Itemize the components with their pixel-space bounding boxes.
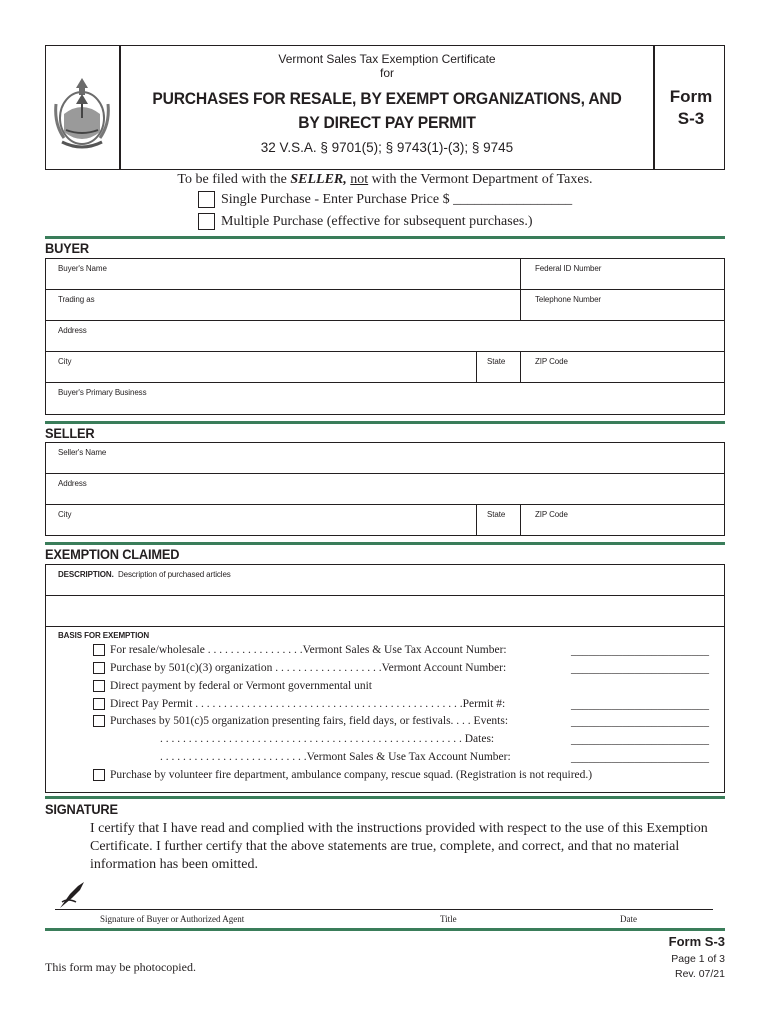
footer-rule	[45, 928, 725, 931]
basis-direct-pay[interactable]	[93, 698, 505, 710]
multiple-purchase-checkbox[interactable]	[198, 213, 215, 230]
resale-label: For resale/wholesale . . . . . . . . . . . . . . . . .Vermont Sales & Use Tax Account Number:	[110, 644, 507, 656]
page-number: Page 1 of 3	[671, 953, 725, 965]
description-bold-label: DESCRIPTION.	[58, 570, 114, 579]
buyer-zip-field[interactable]: ZIP Code	[535, 357, 568, 366]
revision-date: Rev. 07/21	[674, 968, 725, 980]
photocopy-note: This form may be photocopied.	[45, 960, 196, 974]
501c5-checkbox[interactable]	[93, 715, 105, 727]
date-label: Date	[620, 914, 637, 924]
signature-label: Signature of Buyer or Authorized Agent	[100, 914, 245, 924]
501c5-label: Purchases by 501(c)5 organization presenting fairs, field days, or festivals. . . . Events:	[110, 715, 509, 727]
single-purchase-option[interactable]	[198, 191, 572, 208]
buyer-city-field[interactable]: City	[58, 357, 72, 366]
form-number: S-3	[677, 109, 705, 128]
buyer-row-divider	[46, 320, 724, 321]
seller-section-title: SELLER	[45, 426, 95, 441]
501c3-account-blank[interactable]: ________________________	[571, 663, 709, 675]
header-title-block	[122, 52, 652, 157]
fire-dept-label: Purchase by volunteer fire department, ambulance company, rescue squad. (Registration is not required.)	[110, 769, 593, 781]
certificate-name: Vermont Sales Tax Exemption Certificate	[278, 52, 496, 66]
basis-resale[interactable]	[93, 644, 507, 656]
form-title-line2: BY DIRECT PAY PERMIT	[298, 113, 476, 132]
exemption-row-divider	[46, 595, 724, 596]
dates-line: . . . . . . . . . . . . . . . . . . . . . . . . . . . . . . . . . . . . . . . . . . . . . . . . . . . . . Dates:	[160, 733, 495, 745]
exemption-row-divider	[46, 626, 724, 627]
buyer-name-field[interactable]: Buyer's Name	[58, 264, 107, 273]
filing-not: not	[350, 172, 369, 187]
buyer-business-field[interactable]: Buyer's Primary Business	[58, 388, 147, 397]
multiple-purchase-label: Multiple Purchase (effective for subsequent purchases.)	[221, 213, 533, 229]
acct-line: . . . . . . . . . . . . . . . . . . . . . . . . . .Vermont Sales & Use Tax Account Number:	[160, 751, 511, 763]
buyer-col-divider	[476, 351, 477, 382]
seller-row-divider	[46, 504, 724, 505]
permit-number-blank[interactable]: ________________________	[571, 699, 709, 711]
buyer-row-divider	[46, 351, 724, 352]
basis-government[interactable]	[93, 680, 372, 692]
form-title	[143, 87, 631, 135]
footer-page-info	[671, 952, 725, 982]
buyer-trading-field[interactable]: Trading as	[58, 295, 95, 304]
seller-city-field[interactable]: City	[58, 510, 72, 519]
filing-suffix: with the Vermont Department of Taxes.	[368, 172, 593, 187]
header-divider-left	[119, 46, 121, 169]
seller-state-field[interactable]: State	[487, 510, 506, 519]
buyer-row-divider	[46, 382, 724, 383]
501c3-checkbox[interactable]	[93, 662, 105, 674]
certificate-for: for	[379, 66, 394, 80]
buyer-rule	[45, 236, 725, 239]
buyer-box	[45, 258, 725, 415]
form-header	[45, 45, 725, 170]
buyer-address-field[interactable]: Address	[58, 326, 87, 335]
signature-section-title: SIGNATURE	[45, 802, 118, 817]
buyer-col-divider	[520, 351, 521, 382]
resale-checkbox[interactable]	[93, 644, 105, 656]
resale-account-blank[interactable]: ________________________	[571, 645, 709, 657]
seller-zip-field[interactable]: ZIP Code	[535, 510, 568, 519]
form-id-block	[656, 86, 726, 130]
single-purchase-checkbox[interactable]	[198, 191, 215, 208]
signature-line[interactable]	[55, 909, 713, 910]
description-label: Description of purchased articles	[117, 570, 231, 579]
direct-pay-checkbox[interactable]	[93, 698, 105, 710]
single-purchase-label: Single Purchase - Enter Purchase Price $ _________________	[221, 191, 573, 207]
government-label: Direct payment by federal or Vermont governmental unit	[110, 680, 372, 692]
seller-rule	[45, 421, 725, 424]
certification-statement: I certify that I have read and complied with the instructions provided with respect to the use of this Exemption Certificate. I further certify that the above statements are true, complete, and correct, and that no material information has been omitted.	[90, 821, 708, 872]
basis-501c3[interactable]	[93, 662, 506, 674]
buyer-col-divider	[520, 259, 521, 320]
basis-fire-dept[interactable]	[93, 769, 592, 781]
header-divider-right	[653, 46, 655, 169]
buyer-fein-field[interactable]: Federal ID Number	[535, 264, 602, 273]
statute-reference: 32 V.S.A. § 9701(5); § 9743(1)-(3); § 9745	[260, 140, 514, 155]
filing-prefix: To be filed with the	[177, 172, 291, 187]
vermont-state-seal-icon	[52, 74, 112, 152]
exemption-rule	[45, 542, 725, 545]
501c3-label: Purchase by 501(c)(3) organization . . . . . . . . . . . . . . . . . . .Vermont Account Number:	[110, 662, 507, 674]
government-checkbox[interactable]	[93, 680, 105, 692]
form-word: Form	[669, 87, 713, 106]
fire-dept-checkbox[interactable]	[93, 769, 105, 781]
multiple-purchase-option[interactable]	[198, 213, 533, 230]
seller-address-field[interactable]: Address	[58, 479, 87, 488]
buyer-phone-field[interactable]: Telephone Number	[535, 295, 601, 304]
fair-account-blank[interactable]: ________________________	[571, 752, 709, 764]
filing-seller: SELLER,	[290, 172, 347, 187]
buyer-state-field[interactable]: State	[487, 357, 506, 366]
direct-pay-label: Direct Pay Permit . . . . . . . . . . . . . . . . . . . . . . . . . . . . . . . . . . . . . . . . . . . . . . .Permit #:	[110, 698, 506, 710]
dates-blank[interactable]: ________________________	[571, 734, 709, 746]
signature-pen-icon	[58, 880, 88, 910]
seller-box	[45, 442, 725, 536]
basis-title: BASIS FOR EXEMPTION	[58, 631, 149, 640]
footer-form-number: Form S-3	[668, 934, 725, 949]
title-label: Title	[440, 914, 457, 924]
seller-col-divider	[520, 504, 521, 535]
seller-col-divider	[476, 504, 477, 535]
exemption-section-title: EXEMPTION CLAIMED	[45, 547, 180, 562]
description-field[interactable]	[58, 570, 231, 579]
basis-501c5[interactable]	[93, 715, 508, 727]
buyer-row-divider	[46, 289, 724, 290]
buyer-section-title: BUYER	[45, 241, 89, 256]
form-title-line1: PURCHASES FOR RESALE, BY EXEMPT ORGANIZATIONS, AND	[152, 89, 622, 108]
seller-name-field[interactable]: Seller's Name	[58, 448, 107, 457]
seller-row-divider	[46, 473, 724, 474]
filing-instruction	[0, 172, 770, 188]
events-blank[interactable]: ________________________	[571, 716, 709, 728]
signature-rule	[45, 796, 725, 799]
